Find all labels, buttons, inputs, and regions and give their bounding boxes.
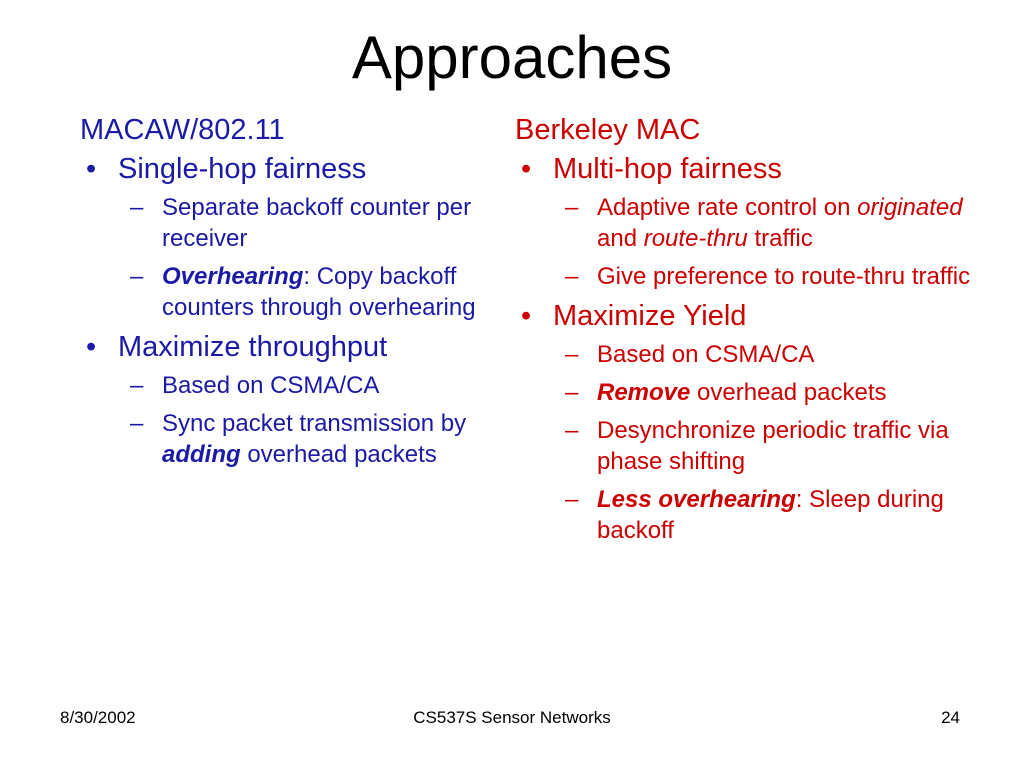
remove-text: overhead packets xyxy=(690,379,887,406)
footer-page-number: 24 xyxy=(941,708,960,727)
emphasis-less-overhearing: Less overhearing xyxy=(597,486,796,513)
sub-bullet-desynchronize: – Desynchronize periodic traffic via phase shifting xyxy=(515,415,975,477)
emphasis-overhearing: Overhearing xyxy=(162,263,304,290)
less-overhearing-text: : Sleep during backoff xyxy=(597,486,944,544)
footer-date: 8/30/2002 xyxy=(60,708,136,727)
slide-title: Approaches xyxy=(351,24,673,91)
sub-bullet-remove-overhead xyxy=(515,377,975,408)
left-column-heading: MACAW/802.11 xyxy=(80,114,285,146)
left-column xyxy=(80,112,500,477)
sub-bullet-separate-backoff: – Separate backoff counter per receiver xyxy=(80,192,500,254)
footer-course-title: CS537S Sensor Networks xyxy=(413,708,611,727)
sub-bullet-csma-ca-right: – Based on CSMA/CA xyxy=(515,339,975,370)
sub-bullet-sync-packet xyxy=(80,408,500,470)
right-column xyxy=(515,112,975,553)
emphasis-route-thru: route-thru xyxy=(643,225,748,252)
adaptive-text-c: traffic xyxy=(747,225,813,252)
emphasis-adding: adding xyxy=(162,441,241,468)
sub-bullet-adaptive-rate xyxy=(515,192,975,254)
sub-bullet-give-preference: – Give preference to route-thru traffic xyxy=(515,261,975,292)
sync-text-a: Sync packet transmission by xyxy=(162,410,467,437)
bullet-single-hop-fairness: • Single-hop fairness xyxy=(80,152,500,186)
adaptive-text-a: Adaptive rate control on xyxy=(597,194,858,221)
sub-bullet-overhearing xyxy=(80,261,500,323)
emphasis-originated: originated xyxy=(857,194,963,221)
overhearing-text: : Copy backoff counters through overhearing xyxy=(162,263,476,321)
sub-bullet-less-overhearing xyxy=(515,484,975,546)
right-column-heading: Berkeley MAC xyxy=(515,114,701,146)
adaptive-text-b: and xyxy=(597,225,644,252)
sync-text-b: overhead packets xyxy=(240,441,437,468)
bullet-maximize-yield: • Maximize Yield xyxy=(515,299,975,333)
emphasis-remove: Remove xyxy=(597,379,691,406)
bullet-maximize-throughput: • Maximize throughput xyxy=(80,330,500,364)
bullet-multi-hop-fairness: • Multi-hop fairness xyxy=(515,152,975,186)
sub-bullet-csma-ca-left: – Based on CSMA/CA xyxy=(80,370,500,401)
